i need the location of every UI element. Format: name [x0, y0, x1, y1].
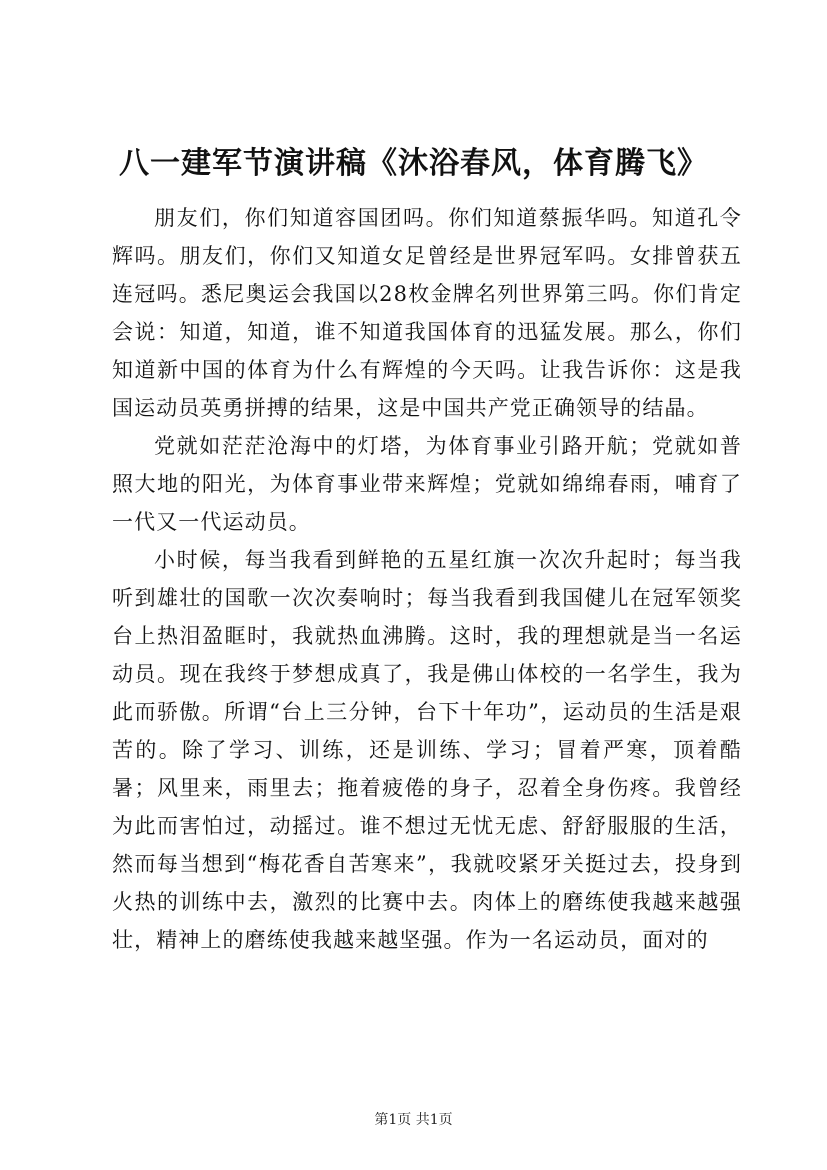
- page-footer: 第1页 共1页: [374, 1112, 453, 1128]
- paragraph-3: 小时候，每当我看到鲜艳的五星红旗一次次升起时；每当我听到雄壮的国歌一次次奏响时；每当我看到我国健儿在冠军领奖台上热泪盈眶时，我就热血沸腾。这时，我的理想就是当一名运动员。现在我终于梦想成真了，我是佛山体校的一名学生，我为此而骄傲。所谓“台上三分钟，台下十年功”，运动员的生活是艰苦的。除了学习、训练，还是训练、学习；冒着严寒，顶着酷暑；风里来，雨里去；拖着疲倦的身子，忍着全身伤疼。我曾经为此而害怕过，动摇过。谁不想过无忧无虑、舒舒服服的生活，然而每当想到“梅花香自苦寒来”，我就咬紧牙关挺过去，投身到火热的训练中去，激烈的比赛中去。肉体上的磨练使我越来越强壮，精神上的磨练使我越来越坚强。作为一名运动员，面对的: [112, 548, 742, 952]
- paragraph-1: 朋友们，你们知道容国团吗。你们知道蔡振华吗。知道孔令辉吗。朋友们，你们又知道女足曾经是世界冠军吗。女排曾获五连冠吗。悉尼奥运会我国以28枚金牌名列世界第三吗。你们肯定会说：知道，知道，谁不知道我国体育的迅猛发展。那么，你们知道新中国的体育为什么有辉煌的今天吗。让我告诉你：这是我国运动员英勇拼搏的结果，这是中国共产党正确领导的结晶。: [112, 206, 742, 420]
- document-body: [112, 199, 742, 959]
- paragraph-2: 党就如茫茫沧海中的灯塔，为体育事业引路开航；党就如普照大地的阳光，为体育事业带来辉煌；党就如绵绵春雨，哺育了一代又一代运动员。: [112, 434, 742, 534]
- document-title: 八一建军节演讲稿《沐浴春风，体育腾飞》: [119, 146, 708, 181]
